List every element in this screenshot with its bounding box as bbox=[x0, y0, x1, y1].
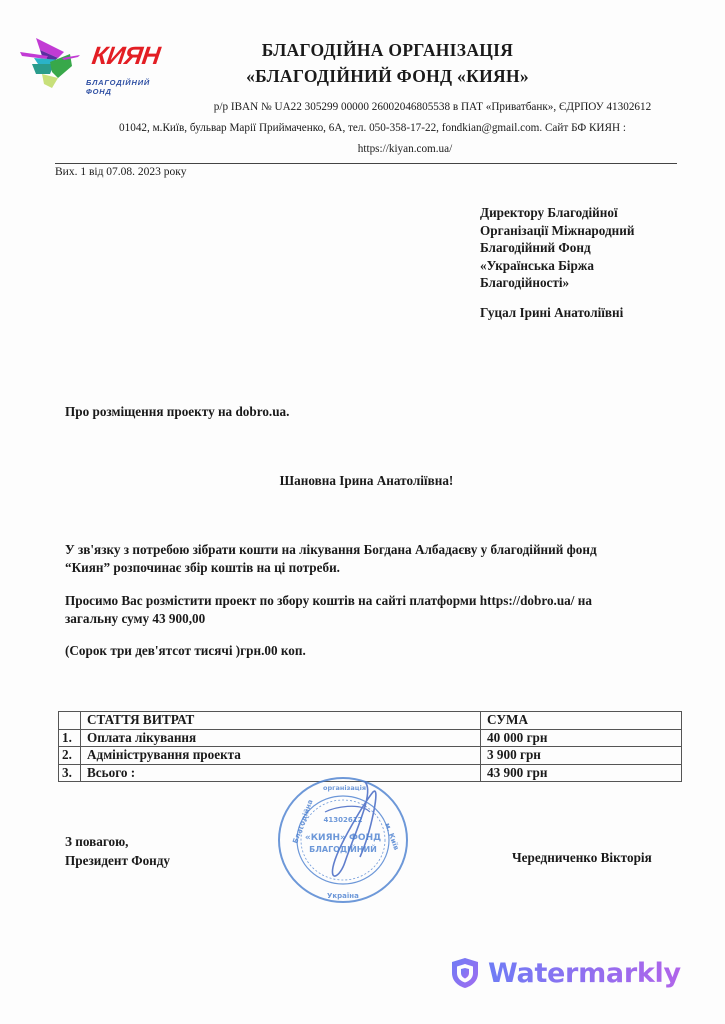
outgoing-number: Вих. 1 від 07.08. 2023 року bbox=[55, 166, 187, 178]
closing-block bbox=[65, 832, 170, 870]
table-header-row bbox=[59, 712, 682, 730]
body-paragraph-3: (Сорок три дев'ятсот тисячі )грн.00 коп. bbox=[65, 643, 306, 658]
row-item: Всього : bbox=[81, 764, 481, 782]
header-divider bbox=[55, 163, 677, 164]
addressee-line: «Українська Біржа bbox=[480, 257, 594, 273]
row-amount: 3 900 грн bbox=[481, 747, 682, 765]
row-num: 1. bbox=[59, 729, 81, 747]
table-row bbox=[59, 747, 682, 765]
row-num: 3. bbox=[59, 764, 81, 782]
org-type-heading: БЛАГОДІЙНА ОРГАНІЗАЦІЯ bbox=[261, 40, 514, 60]
svg-text:організація: організація bbox=[323, 784, 367, 792]
svg-text:41302612: 41302612 bbox=[323, 816, 363, 824]
addressee-name: Гуцал Ірині Анатоліївні bbox=[480, 305, 624, 320]
row-item: Адміністрування проекта bbox=[81, 747, 481, 765]
svg-text:Україна: Україна bbox=[327, 892, 359, 900]
addressee-line: Директору Благодійної bbox=[480, 205, 618, 220]
closing-regards: З повагою, bbox=[65, 834, 129, 849]
body-line: загальну суму 43 900,00 bbox=[65, 611, 206, 626]
address-line: 01042, м.Київ, бульвар Марії Приймаченко, 6А, тел. 050-358-17-22, fondkian@gmail.com. Сайт БФ КИЯН : bbox=[119, 122, 626, 134]
addressee-block bbox=[480, 204, 634, 292]
body-line: У зв'язку з потребою зібрати кошти на лікування Богдана Албадаєву у благодійний фонд bbox=[65, 542, 597, 557]
stamp bbox=[275, 772, 415, 907]
row-amount: 40 000 грн bbox=[481, 729, 682, 747]
website-link: https://kiyan.com.ua/ bbox=[357, 143, 453, 155]
svg-text:БЛАГОДІЙНИЙ: БЛАГОДІЙНИЙ bbox=[309, 845, 377, 854]
table-row bbox=[59, 729, 682, 747]
svg-text:Благодійна: Благодійна bbox=[291, 798, 315, 845]
shield-icon bbox=[450, 957, 480, 989]
body-line: “Киян” розпочинає збір коштів на ці потреби. bbox=[65, 560, 340, 575]
body-paragraph-2 bbox=[65, 592, 685, 628]
salutation: Шановна Ірина Анатоліївна! bbox=[279, 473, 454, 488]
header-item: СТАТТЯ ВИТРАТ bbox=[81, 712, 481, 730]
body-paragraph-1 bbox=[65, 541, 685, 577]
addressee-line: Благодійності» bbox=[480, 275, 570, 290]
svg-text:м. Київ: м. Київ bbox=[383, 821, 401, 852]
signer-name: Чередниченко Вікторія bbox=[512, 850, 652, 865]
closing-title: Президент Фонду bbox=[65, 853, 171, 868]
logo-subtitle: БЛАГОДІЙНИЙ ФОНД bbox=[86, 78, 151, 96]
addressee-line: Благодійний Фонд bbox=[480, 240, 591, 255]
row-item: Оплата лікування bbox=[81, 729, 481, 747]
org-name-heading: «БЛАГОДІЙНИЙ ФОНД «КИЯН» bbox=[246, 66, 529, 86]
addressee-line: Організації Міжнародний bbox=[480, 222, 635, 238]
row-num: 2. bbox=[59, 747, 81, 765]
watermark-text: Watermarkly bbox=[488, 957, 681, 989]
letter-subject: Про розміщення проекту на dobro.ua. bbox=[65, 404, 290, 419]
svg-text:«КИЯН» ФОНД: «КИЯН» ФОНД bbox=[304, 833, 382, 843]
logo-wordmark: КИЯН bbox=[90, 42, 162, 70]
header-amount: СУМА bbox=[481, 712, 682, 730]
row-amount: 43 900 грн bbox=[481, 764, 682, 782]
body-line: Просимо Вас розмістити проект по збору коштів на сайті платформи https://dobro.ua/ на bbox=[65, 593, 592, 608]
round-seal-stamp-icon bbox=[275, 772, 415, 907]
header-num bbox=[59, 712, 81, 730]
watermark bbox=[450, 953, 681, 993]
bank-details: р/р IBAN № UA22 305299 00000 26002046805538 в ПАТ «Приватбанк», ЄДРПОУ 41302612 bbox=[213, 101, 652, 113]
